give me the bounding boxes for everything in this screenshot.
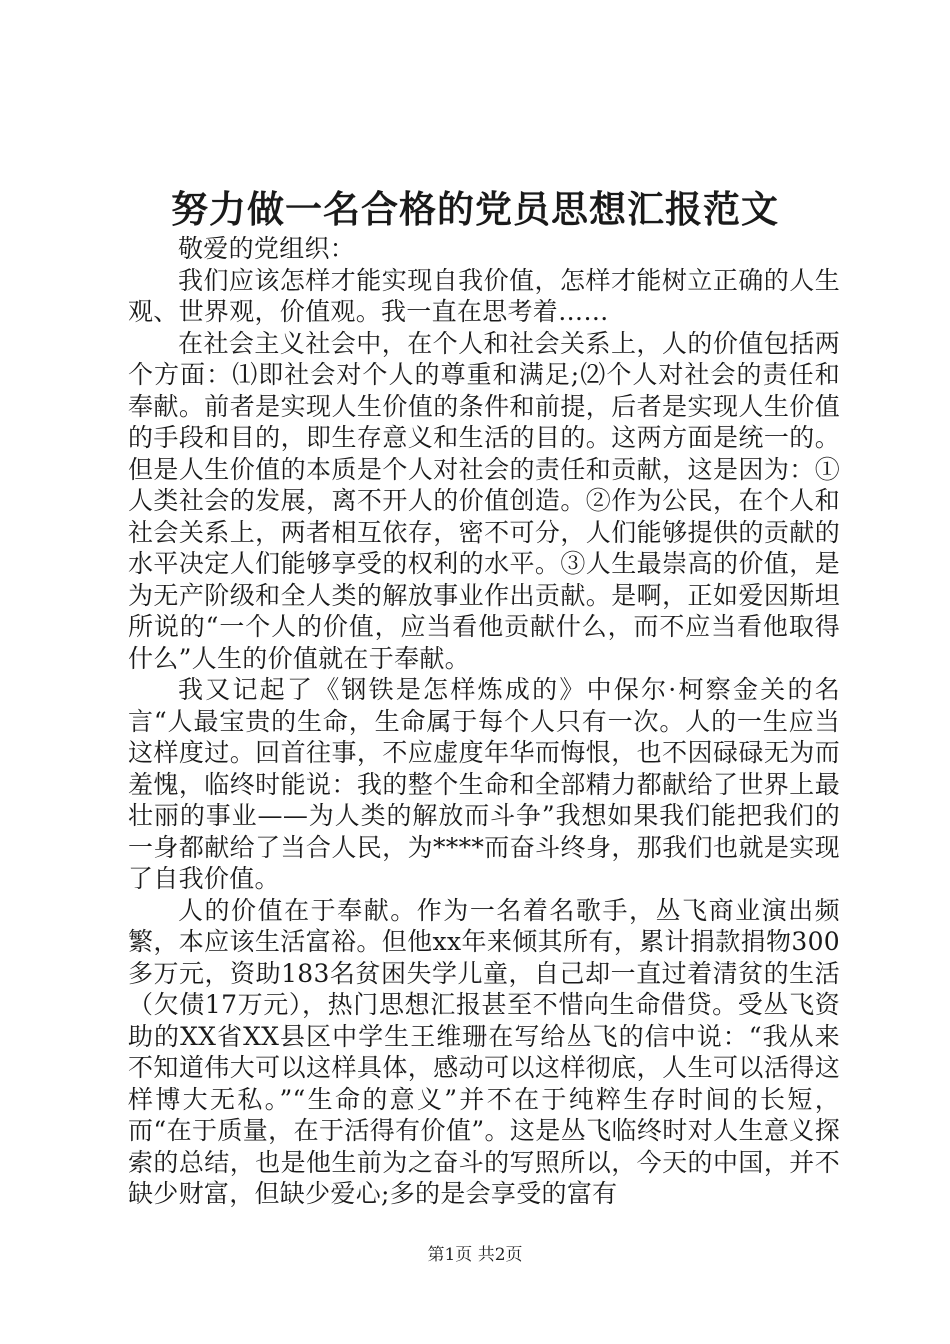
paragraph: 我们应该怎样才能实现自我价值，怎样才能树立正确的人生观、世界观，价值观。我一直在思考着…… <box>128 265 840 326</box>
paragraph: 我又记起了《钢铁是怎样炼成的》中保尔·柯察金关的名言“人最宝贵的生命，生命属于每个人只有一次。人的一生应当这样度过。回首往事，不应虚度年华而悔恨，也不因碌碌无为而羞愧，临终时能说：我的整个生命和全部精力都献给了世界上最壮丽的事业——为人类的解放而斗争”我想如果我们能把我们的一身都献给了当合人民，为****而奋斗终身，那我们也就是实现了自我价值。 <box>128 675 840 893</box>
paragraph: 人的价值在于奉献。作为一名着名歌手，丛飞商业演出频繁，本应该生活富裕。但他xx年来倾其所有，累计捐款捐物300多万元，资助183名贫困失学儿童，自己却一直过着清贫的生活（欠债17万元），热门思想汇报甚至不惜向生命借贷。受丛飞资助的XX省XX县区中学生王维珊在写给丛飞的信中说：“我从来不知道伟大可以这样具体，感动可以这样彻底，人生可以活得这样博大无私。”“生命的意义”并不在于纯粹生存时间的长短，而“在于质量，在于活得有价值”。这是丛飞临终时对人生意义探索的总结，也是他生前为之奋斗的写照所以，今天的中国，并不缺少财富，但缺少爱心;多的是会享受的富有 <box>128 895 840 1208</box>
page-number: 第1页 共2页 <box>427 1245 523 1265</box>
document-title: 努力做一名合格的党员思想汇报范文 <box>171 187 779 231</box>
document-body <box>128 233 840 1210</box>
salutation: 敬爱的党组织： <box>178 234 356 263</box>
paragraph: 在社会主义社会中，在个人和社会关系上，人的价值包括两个方面：⑴即社会对个人的尊重和满足;⑵个人对社会的责任和奉献。前者是实现人生价值的条件和前提，后者是实现人生价值的手段和目的，即生存意义和生活的目的。这两方面是统一的。但是人生价值的本质是个人对社会的责任和贡献，这是因为：①人类社会的发展，离不开人的价值创造。②作为公民，在个人和社会关系上，两者相互依存，密不可分，人们能够提供的贡献的水平决定人们能够享受的权利的水平。③人生最崇高的价值，是为无产阶级和全人类的解放事业作出贡献。是啊，正如爱因斯坦所说的“一个人的价值，应当看他贡献什么，而不应当看他取得什么”人生的价值就在于奉献。 <box>128 328 840 673</box>
